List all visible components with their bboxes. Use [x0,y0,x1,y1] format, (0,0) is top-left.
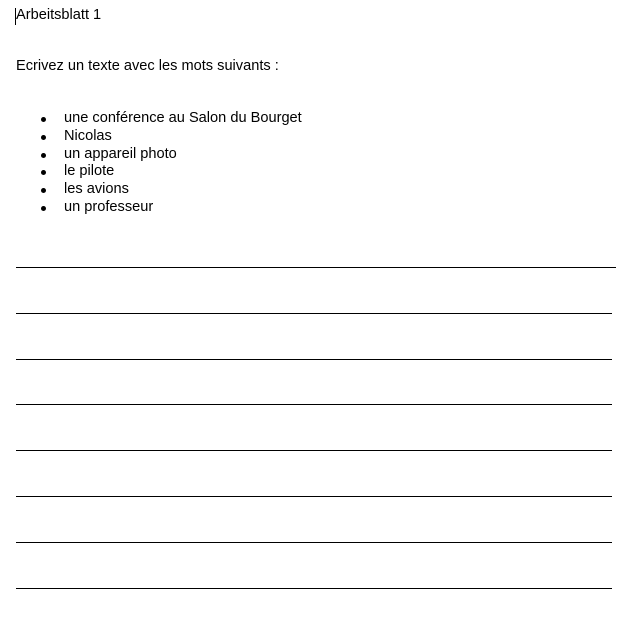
list-item [16,146,302,164]
list-item [16,163,302,181]
bullet-icon [41,170,46,175]
bullet-icon [41,188,46,193]
writing-line [16,450,612,451]
list-item-text: les avions [64,181,129,198]
instruction-text: Ecrivez un texte avec les mots suivants : [16,58,279,74]
worksheet-title: Arbeitsblatt 1 [16,7,102,23]
bullet-icon [41,153,46,158]
list-item-text: le pilote [64,163,115,180]
list-item [16,110,302,128]
list-item-text: une conférence au Salon du Bourget [64,110,302,126]
bullet-icon [41,206,46,211]
writing-line [16,404,612,405]
writing-line [16,496,612,497]
writing-line [16,542,612,543]
writing-line [16,588,612,589]
list-item [16,128,302,146]
writing-line [16,267,616,268]
word-list [16,110,302,217]
list-item [16,199,302,217]
bullet-icon [41,135,46,140]
list-item-text: Nicolas [64,127,112,144]
list-item-text: un appareil photo [64,145,177,162]
bullet-icon [41,117,46,122]
list-item [16,181,302,199]
writing-line [16,313,612,314]
writing-line [16,359,612,360]
list-item-text: un professeur [64,198,154,215]
